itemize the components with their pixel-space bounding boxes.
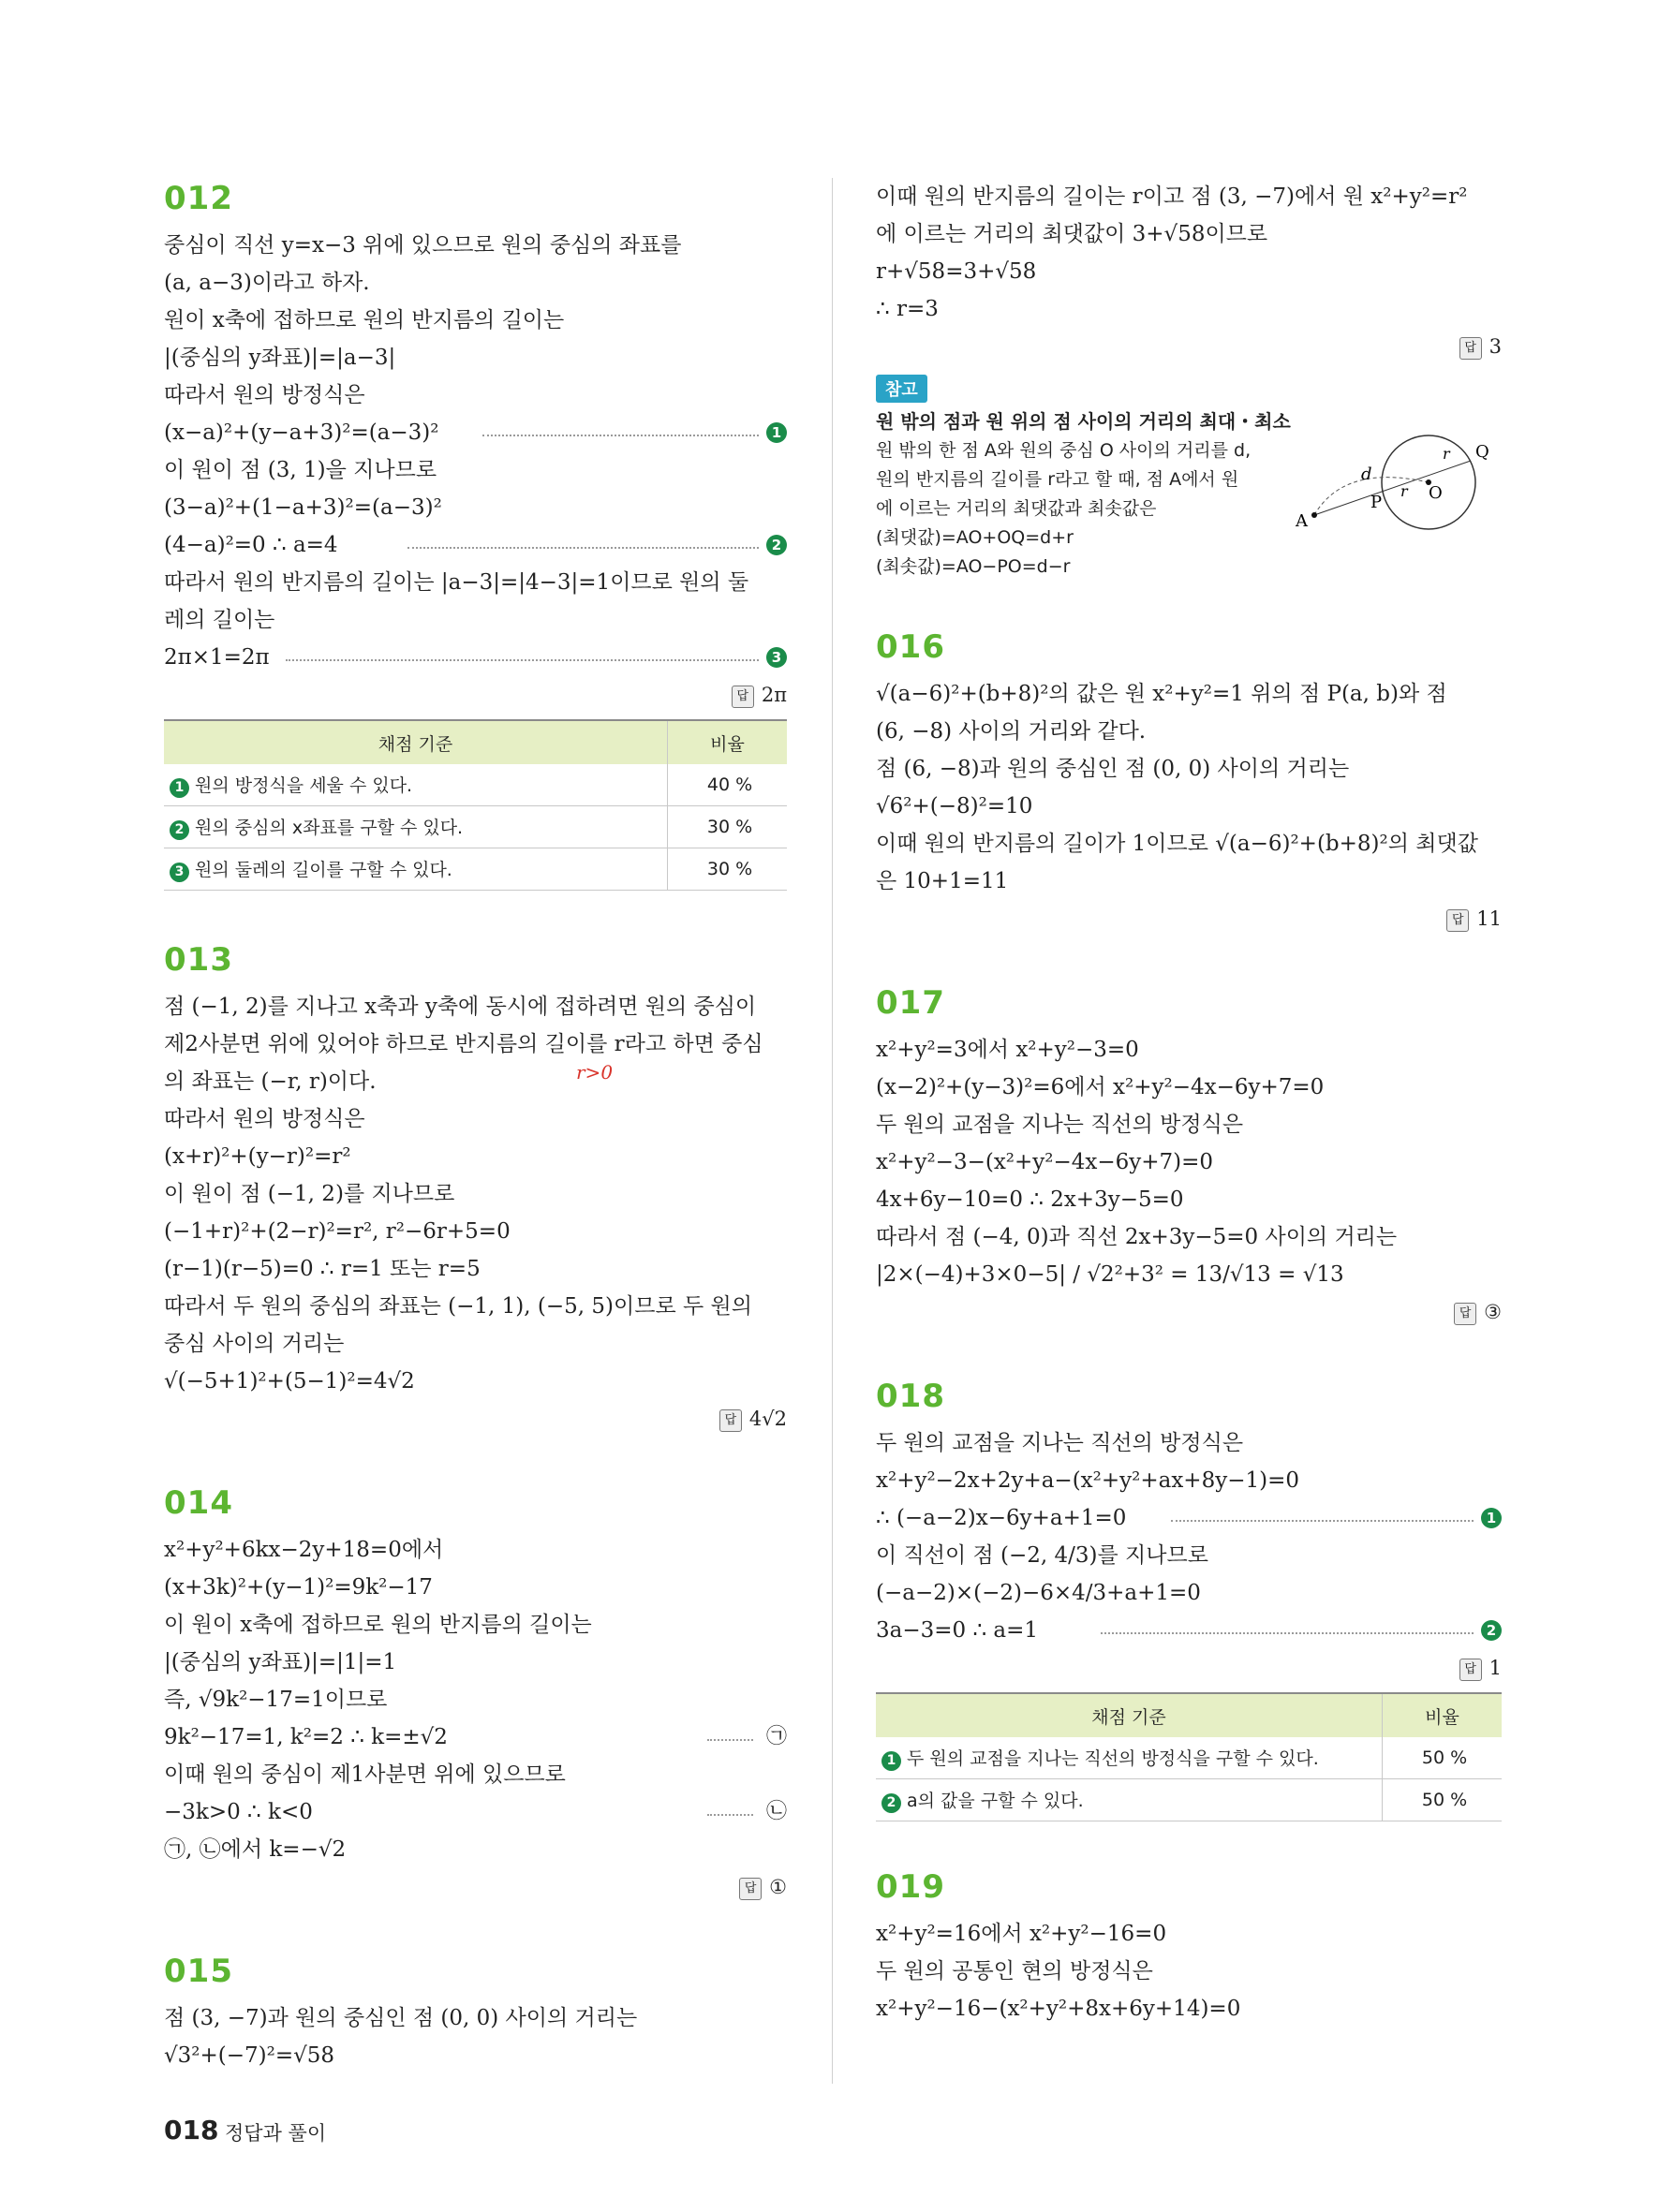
reference-line: 에 이르는 거리의 최댓값과 최솟값은 — [876, 498, 1157, 519]
circle-distance-diagram — [1288, 421, 1503, 543]
solution-line: |2×(−4)+3×0−5| / √2²+3² = 13/√13 = √13 — [876, 1262, 1344, 1287]
solution-line — [164, 1063, 787, 1100]
mark-label: ㉡ — [765, 1800, 787, 1823]
answer-016 — [876, 900, 1502, 937]
solution-line: (−a−2)×(−2)−6×4/3+a+1=0 — [876, 1581, 1201, 1605]
answer-value: ③ — [1484, 1301, 1502, 1323]
answer-012 — [164, 676, 787, 714]
problem-number-017: 017 — [876, 984, 945, 1022]
solution-line: 점 (−1, 2)를 지나고 x축과 y축에 동시에 접하려면 원의 중심이 — [164, 995, 757, 1019]
solution-line: 이 원이 점 (3, 1)을 지나므로 — [164, 458, 437, 482]
reference-line: (최댓값)=AO+OQ=d+r — [876, 527, 1074, 548]
label-q: Q — [1475, 442, 1489, 462]
step-badge-2: 2 — [1481, 1620, 1502, 1641]
solution-line: 점 (6, −8)과 원의 중심인 점 (0, 0) 사이의 거리는 — [876, 757, 1350, 781]
answer-015 — [876, 328, 1502, 365]
step-badge-2: 2 — [766, 535, 787, 555]
solution-line: 중심 사이의 거리는 — [164, 1332, 345, 1356]
problem-number-014: 014 — [164, 1484, 233, 1522]
solution-line: 즉, √9k²−17=1이므로 — [164, 1688, 388, 1712]
ratio-cell: 50 % — [1383, 1779, 1503, 1821]
answer-013 — [164, 1400, 787, 1438]
solution-line-mark-2 — [164, 1793, 787, 1831]
scoring-table-018 — [876, 1692, 1502, 1821]
solution-line: x²+y²−16−(x²+y²+8x+6y+14)=0 — [876, 1997, 1241, 2021]
label-r-top: r — [1443, 445, 1450, 463]
scoring-table-012 — [164, 719, 787, 891]
ratio-cell: 40 % — [668, 764, 788, 806]
solution-line: √3²+(−7)²=√58 — [164, 2043, 335, 2068]
mark-label: ㉠ — [765, 1725, 787, 1748]
solution-line: 따라서 점 (−4, 0)과 직선 2x+3y−5=0 사이의 거리는 — [876, 1225, 1398, 1249]
leader-dots — [707, 1814, 753, 1816]
reference-title: 원 밖의 점과 원 위의 점 사이의 거리의 최대・최소 — [876, 410, 1291, 433]
answer-014 — [164, 1868, 787, 1906]
equation: −3k>0 ∴ k<0 — [164, 1800, 313, 1824]
solution-line: 레의 길이는 — [164, 608, 275, 632]
leader-dots — [407, 547, 759, 549]
solution-line: 4x+6y−10=0 ∴ 2x+3y−5=0 — [876, 1187, 1184, 1212]
step-badge: 2 — [881, 1793, 901, 1813]
table-row — [876, 1737, 1502, 1779]
solution-line: 은 10+1=11 — [876, 869, 1009, 893]
solution-text: 의 좌표는 (−r, r)이다. — [164, 1069, 377, 1094]
solution-line: 따라서 원의 방정식은 — [164, 1107, 365, 1131]
solution-line: 중심이 직선 y=x−3 위에 있으므로 원의 중심의 좌표를 — [164, 233, 682, 258]
criterion-text: 두 원의 교점을 지나는 직선의 방정식을 구할 수 있다. — [907, 1748, 1319, 1769]
step-badge-1: 1 — [1481, 1508, 1502, 1528]
problem-number-012: 012 — [164, 180, 233, 217]
answer-value: 1 — [1489, 1657, 1502, 1679]
equation: 9k²−17=1, k²=2 ∴ k=±√2 — [164, 1725, 448, 1749]
answer-tag-icon: 답 — [1459, 337, 1482, 360]
step-badge-3: 3 — [766, 647, 787, 668]
reference-line: 원 밖의 한 점 A와 원의 중심 O 사이의 거리를 d, — [876, 440, 1252, 461]
solution-line: 점 (3, −7)과 원의 중심인 점 (0, 0) 사이의 거리는 — [164, 2006, 638, 2030]
solution-line: 제2사분면 위에 있어야 하므로 반지름의 길이를 r라고 하면 중심 — [164, 1032, 763, 1056]
label-o: O — [1429, 483, 1443, 503]
solution-line: x²+y²−3−(x²+y²−4x−6y+7)=0 — [876, 1150, 1214, 1174]
label-a: A — [1296, 511, 1308, 531]
solution-line: 이 원이 x축에 접하므로 원의 반지름의 길이는 — [164, 1613, 592, 1637]
table-row — [164, 764, 787, 806]
solution-line: (x+3k)²+(y−1)²=9k²−17 — [164, 1575, 433, 1600]
leader-dots — [1101, 1632, 1474, 1634]
solution-line: x²+y²=3에서 x²+y²−3=0 — [876, 1038, 1139, 1062]
step-badge-1: 1 — [766, 422, 787, 443]
criterion-text: a의 값을 구할 수 있다. — [907, 1791, 1084, 1811]
solution-line: √(a−6)²+(b+8)²의 값은 원 x²+y²=1 위의 점 P(a, b)와 점 — [876, 682, 1447, 706]
solution-line: 두 원의 교점을 지나는 직선의 방정식은 — [876, 1113, 1244, 1137]
table-header-ratio: 비율 — [1383, 1693, 1503, 1737]
solution-line: (3−a)²+(1−a+3)²=(a−3)² — [164, 495, 442, 520]
reference-line: 원의 반지름의 길이를 r라고 할 때, 점 A에서 원 — [876, 469, 1239, 490]
solution-line: (−1+r)²+(2−r)²=r², r²−6r+5=0 — [164, 1219, 511, 1244]
answer-018 — [876, 1649, 1502, 1687]
table-header-ratio: 비율 — [668, 720, 788, 764]
solution-line-step-2 — [164, 526, 787, 564]
answer-tag-icon: 답 — [1446, 909, 1469, 932]
solution-line: 이 직선이 점 (−2, 4/3)를 지나므로 — [876, 1543, 1208, 1568]
solution-line: 에 이르는 거리의 최댓값이 3+√58이므로 — [876, 222, 1268, 246]
step-badge: 1 — [170, 778, 189, 798]
point-a — [1311, 512, 1317, 518]
answer-tag-icon: 답 — [732, 686, 754, 708]
solution-line: (x−2)²+(y−3)²=6에서 x²+y²−4x−6y+7=0 — [876, 1075, 1325, 1099]
solution-line: (r−1)(r−5)=0 ∴ r=1 또는 r=5 — [164, 1257, 481, 1281]
solution-line-step-3 — [164, 639, 787, 676]
answer-tag-icon: 답 — [1459, 1659, 1482, 1681]
answer-tag-icon: 답 — [719, 1409, 742, 1432]
solution-line: 따라서 원의 방정식은 — [164, 383, 365, 407]
solution-line: ∴ r=3 — [876, 297, 939, 321]
solution-line: (a, a−3)이라고 하자. — [164, 271, 370, 295]
leader-dots — [286, 659, 759, 661]
reference-box — [876, 375, 1502, 582]
solution-line-mark-1 — [164, 1718, 787, 1756]
page-number: 018 — [164, 2115, 219, 2146]
solution-line: |(중심의 y좌표)|=|1|=1 — [164, 1650, 397, 1674]
leader-dots — [707, 1739, 753, 1741]
solution-line: x²+y²=16에서 x²+y²−16=0 — [876, 1922, 1167, 1946]
step-badge: 1 — [881, 1751, 901, 1771]
solution-line-step-1 — [876, 1499, 1502, 1537]
solution-line: |(중심의 y좌표)|=|a−3| — [164, 346, 396, 370]
equation: (4−a)²=0 ∴ a=4 — [164, 533, 338, 557]
label-p: P — [1370, 493, 1383, 512]
problem-number-013: 013 — [164, 941, 233, 979]
criterion-text: 원의 방정식을 세울 수 있다. — [195, 775, 413, 796]
reference-line: (최솟값)=AO−PO=d−r — [876, 556, 1071, 577]
solution-line: 따라서 두 원의 중심의 좌표는 (−1, 1), (−5, 5)이므로 두 원의 — [164, 1294, 752, 1319]
leader-dots — [482, 435, 759, 436]
solution-line: √6²+(−8)²=10 — [876, 794, 1033, 818]
solution-line: 이때 원의 중심이 제1사분면 위에 있으므로 — [164, 1762, 566, 1787]
answer-value: 3 — [1489, 335, 1502, 358]
equation: ∴ (−a−2)x−6y+a+1=0 — [876, 1506, 1127, 1530]
ratio-cell: 50 % — [1383, 1737, 1503, 1779]
solution-line: x²+y²−2x+2y+a−(x²+y²+ax+8y−1)=0 — [876, 1468, 1299, 1493]
left-column — [164, 178, 787, 2074]
solution-line: (6, −8) 사이의 거리와 같다. — [876, 719, 1147, 744]
solution-line: (x+r)²+(y−r)²=r² — [164, 1144, 351, 1169]
solution-line: ㉠, ㉡에서 k=−√2 — [164, 1837, 347, 1862]
solution-line: √(−5+1)²+(5−1)²=4√2 — [164, 1369, 415, 1394]
answer-value: 11 — [1476, 907, 1502, 930]
problem-number-019: 019 — [876, 1868, 945, 1906]
table-row — [164, 848, 787, 891]
table-header-criterion: 채점 기준 — [164, 720, 668, 764]
answer-value: 2π — [761, 684, 787, 706]
column-divider — [832, 178, 833, 2084]
solution-line-step-1 — [164, 414, 787, 451]
solution-line: 이때 원의 반지름의 길이가 1이므로 √(a−6)²+(b+8)²의 최댓값 — [876, 832, 1478, 856]
solution-line: 두 원의 공통인 현의 방정식은 — [876, 1959, 1153, 1983]
ratio-cell: 30 % — [668, 848, 788, 891]
criterion-text: 원의 둘레의 길이를 구할 수 있다. — [195, 860, 452, 880]
label-d: d — [1361, 465, 1372, 484]
equation: (x−a)²+(y−a+3)²=(a−3)² — [164, 420, 439, 445]
answer-017 — [876, 1293, 1502, 1331]
solution-line: 이 원이 점 (−1, 2)를 지나므로 — [164, 1182, 455, 1206]
footer-title: 정답과 풀이 — [225, 2122, 327, 2145]
answer-value: ① — [769, 1876, 787, 1898]
solution-line: 원이 x축에 접하므로 원의 반지름의 길이는 — [164, 308, 565, 332]
right-column — [876, 178, 1502, 2028]
answer-tag-icon: 답 — [739, 1878, 762, 1900]
solution-line: 두 원의 교점을 지나는 직선의 방정식은 — [876, 1431, 1244, 1455]
answer-tag-icon: 답 — [1454, 1303, 1476, 1325]
equation: 3a−3=0 ∴ a=1 — [876, 1618, 1039, 1643]
problem-number-015: 015 — [164, 1953, 233, 1990]
solution-line: 이때 원의 반지름의 길이는 r이고 점 (3, −7)에서 원 x²+y²=r² — [876, 184, 1468, 209]
ratio-cell: 30 % — [668, 806, 788, 848]
reference-tag: 참고 — [876, 375, 927, 403]
answer-value: 4√2 — [748, 1408, 787, 1430]
step-badge: 3 — [170, 863, 189, 882]
solution-line: r+√58=3+√58 — [876, 259, 1037, 284]
criterion-text: 원의 중심의 x좌표를 구할 수 있다. — [195, 818, 464, 838]
solution-line-step-2 — [876, 1612, 1502, 1649]
leader-dots — [1171, 1520, 1474, 1522]
solution-line: 따라서 원의 반지름의 길이는 |a−3|=|4−3|=1이므로 원의 둘 — [164, 570, 749, 595]
equation: 2π×1=2π — [164, 645, 270, 670]
problem-number-018: 018 — [876, 1378, 945, 1415]
solution-line: x²+y²+6kx−2y+18=0에서 — [164, 1538, 444, 1562]
table-row — [164, 806, 787, 848]
table-header-criterion: 채점 기준 — [876, 1693, 1383, 1737]
problem-number-016: 016 — [876, 628, 945, 666]
table-row — [876, 1779, 1502, 1821]
step-badge: 2 — [170, 820, 189, 840]
label-r-bottom: r — [1400, 482, 1408, 500]
annotation-note: r>0 — [576, 1061, 614, 1084]
segment-aq — [1314, 461, 1471, 515]
